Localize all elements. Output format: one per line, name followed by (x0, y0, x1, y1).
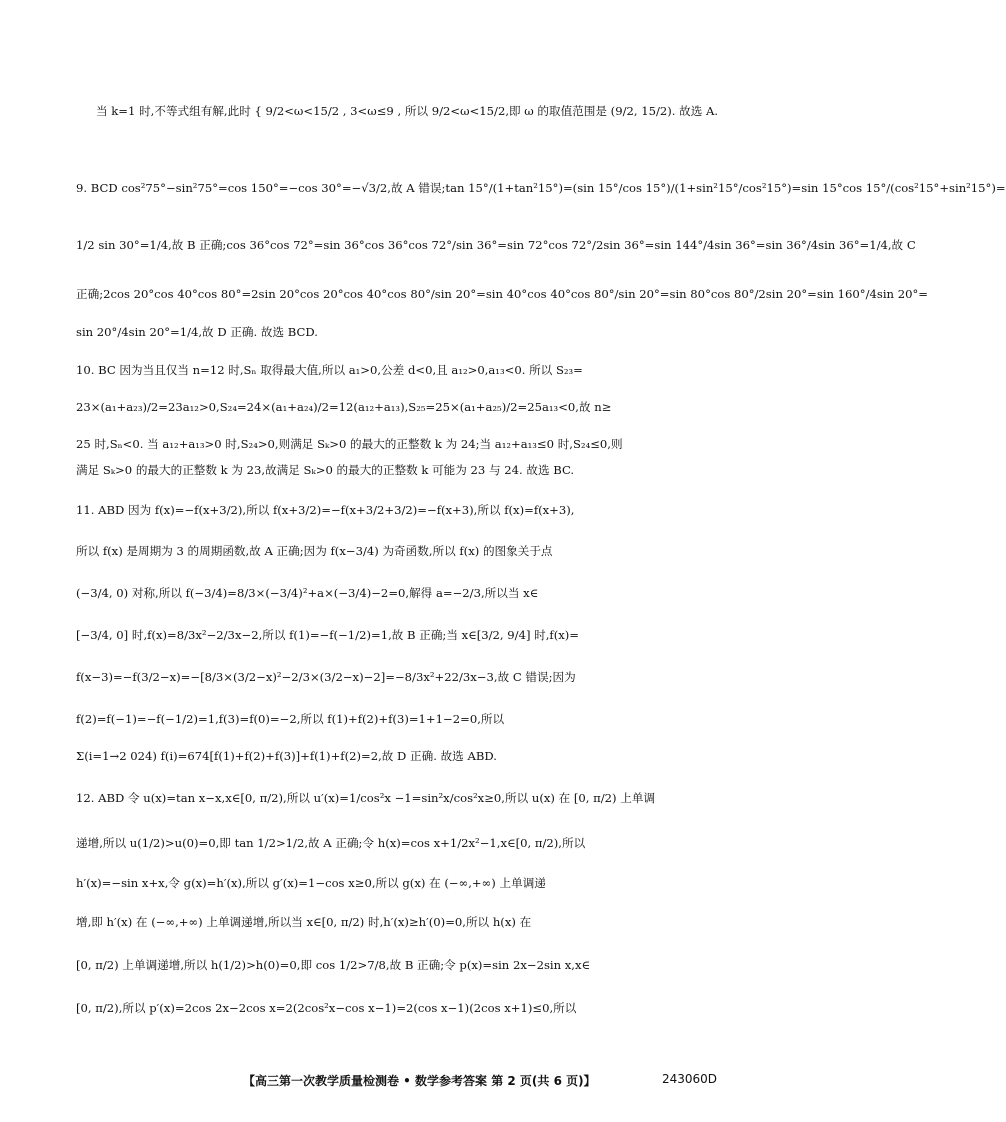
answer-10-line-2: 23×(a₁+a₂₃)/2=23a₁₂>0,S₂₄=24×(a₁+a₂₄)/2=12(a₁₂+a₁₃),S₂₅=25×(a₁+a₂₅)/2=25a₁₃<0,故 n≥ (76, 400, 612, 414)
answer-12-line-3: h′(x)=−sin x+x,令 g(x)=h′(x),所以 g′(x)=1−cos x≥0,所以 g(x) 在 (−∞,+∞) 上单调递 (76, 876, 546, 890)
footer-code: 243060D (662, 1072, 718, 1086)
answer-10-line-4: 满足 Sₖ>0 的最大的正整数 k 为 23,故满足 Sₖ>0 的最大的正整数 k 可能为 23 与 24. 故选 BC. (76, 463, 575, 477)
answer-10-line-3: 25 时,Sₙ<0. 当 a₁₂+a₁₃>0 时,S₂₄>0,则满足 Sₖ>0 的最大的正整数 k 为 24;当 a₁₂+a₁₃≤0 时,S₂₄≤0,则 (76, 437, 623, 451)
answer-11-line-7: Σ(i=1→2 024) f(i)=674[f(1)+f(2)+f(3)]+f(1)+f(2)=2,故 D 正确. 故选 ABD. (76, 749, 497, 763)
answer-11-line-4: [−3/4, 0] 时,f(x)=8/3x²−2/3x−2,所以 f(1)=−f(−1/2)=1,故 B 正确;当 x∈[3/2, 9/4] 时,f(x)= (76, 628, 580, 642)
answer-12-line-1: 12. ABD 令 u(x)=tan x−x,x∈[0, π/2),所以 u′(x)=1/cos²x −1=sin²x/cos²x≥0,所以 u(x) 在 [0, π/2) 上单调 (76, 791, 656, 805)
answer-10-line-1: 10. BC 因为当且仅当 n=12 时,Sₙ 取得最大值,所以 a₁>0,公差 d<0,且 a₁₂>0,a₁₃<0. 所以 S₂₃= (76, 363, 583, 377)
answer-9-line-1: 9. BCD cos²75°−sin²75°=cos 150°=−cos 30°=−√3/2,故 A 错误;tan 15°/(1+tan²15°)=(sin 15°/cos 15°)/(1+sin²15°/cos²15°)=sin 15°cos 15°/(cos²15°+sin²15°)= (76, 181, 1006, 195)
footer-title: 【高三第一次教学质量检测卷 • 数学参考答案 第 2 页(共 6 页)】 (243, 1074, 596, 1088)
answer-11-line-3: (−3/4, 0) 对称,所以 f(−3/4)=8/3×(−3/4)²+a×(−3/4)−2=0,解得 a=−2/3,所以当 x∈ (76, 586, 539, 600)
answer-9-line-2: 1/2 sin 30°=1/4,故 B 正确;cos 36°cos 72°=sin 36°cos 36°cos 72°/sin 36°=sin 72°cos 72°/2sin 36°=sin 144°/4sin 36°=sin 36°/4sin 36°=1/4,故 C (76, 238, 916, 252)
answer-12-line-6: [0, π/2),所以 p′(x)=2cos 2x−2cos x=2(2cos²x−cos x−1)=2(cos x−1)(2cos x+1)≤0,所以 (76, 1001, 577, 1015)
page-footer (0, 1072, 794, 1092)
answer-12-line-5: [0, π/2) 上单调递增,所以 h(1/2)>h(0)=0,即 cos 1/2>7/8,故 B 正确;令 p(x)=sin 2x−2sin x,x∈ (76, 958, 591, 972)
answer-9-line-4: sin 20°/4sin 20°=1/4,故 D 正确. 故选 BCD. (76, 325, 318, 339)
answer-11-line-1: 11. ABD 因为 f(x)=−f(x+3/2),所以 f(x+3/2)=−f(x+3/2+3/2)=−f(x+3),所以 f(x)=f(x+3), (76, 503, 575, 517)
answer-12-line-2: 递增,所以 u(1/2)>u(0)=0,即 tan 1/2>1/2,故 A 正确;令 h(x)=cos x+1/2x²−1,x∈[0, π/2),所以 (76, 836, 586, 850)
answer-11-line-2: 所以 f(x) 是周期为 3 的周期函数,故 A 正确;因为 f(x−3/4) 为奇函数,所以 f(x) 的图象关于点 (76, 544, 553, 558)
answer-11-line-6: f(2)=f(−1)=−f(−1/2)=1,f(3)=f(0)=−2,所以 f(1)+f(2)+f(3)=1+1−2=0,所以 (76, 712, 505, 726)
answer-8-conclusion: 当 k=1 时,不等式组有解,此时 { 9/2<ω<15/2 , 3<ω≤9 , 所以 9/2<ω<15/2,即 ω 的取值范围是 (9/2, 15/2). 故选 A. (96, 104, 719, 118)
answer-12-line-4: 增,即 h′(x) 在 (−∞,+∞) 上单调递增,所以当 x∈[0, π/2) 时,h′(x)≥h′(0)=0,所以 h(x) 在 (76, 915, 532, 929)
answer-11-line-5: f(x−3)=−f(3/2−x)=−[8/3×(3/2−x)²−2/3×(3/2−x)−2]=−8/3x²+22/3x−3,故 C 错误;因为 (76, 670, 576, 684)
answer-9-line-3: 正确;2cos 20°cos 40°cos 80°=2sin 20°cos 20°cos 40°cos 80°/sin 20°=sin 40°cos 40°cos 80°/sin 20°=sin 80°cos 80°/2sin 20°=sin 160°/4sin 20°= (76, 287, 928, 301)
